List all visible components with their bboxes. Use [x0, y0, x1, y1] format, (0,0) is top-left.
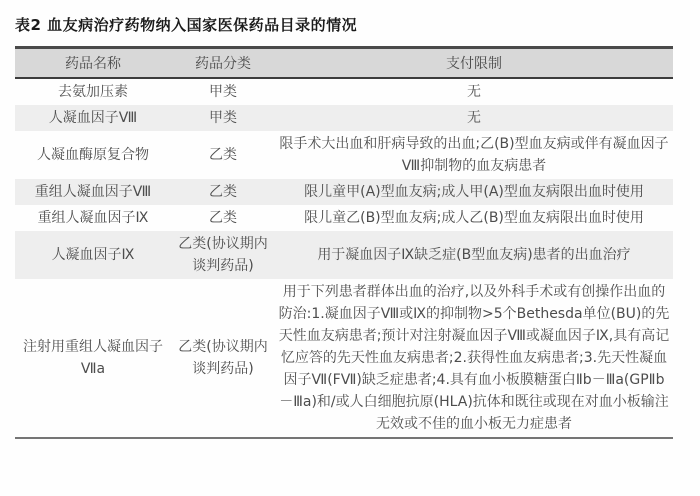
table-row: [15, 105, 673, 131]
col-header-drug-class: 药品分类: [171, 48, 275, 79]
payment-restriction-cell: 无: [275, 105, 673, 131]
drug-class-cell: 乙类: [209, 147, 237, 163]
drug-name-cell: 注射用重组人凝血因子Ⅶa: [23, 339, 163, 377]
header-row: [15, 48, 673, 79]
table-row: [15, 179, 673, 205]
drug-name-cell: 人凝血因子Ⅸ: [15, 231, 171, 279]
drug-class-cell: 乙类: [171, 179, 275, 205]
table-row: [15, 231, 673, 279]
table-row: [15, 279, 673, 438]
drug-class-cell: 乙类: [209, 210, 237, 226]
table-body: [15, 78, 673, 438]
drug-class-cell: 甲类: [209, 84, 237, 100]
drug-class-cell: 乙类(协议期内谈判药品): [171, 231, 275, 279]
payment-restriction-cell: 限儿童甲(A)型血友病;成人甲(A)型血友病限出血时使用: [275, 179, 673, 205]
table-row: [15, 78, 673, 105]
drug-name-cell: 人凝血因子Ⅷ: [15, 105, 171, 131]
col-header-drug-name: 药品名称: [15, 48, 171, 79]
drug-name-cell: 去氨加压素: [58, 84, 128, 100]
payment-restriction-cell: 无: [467, 84, 481, 100]
payment-restriction-cell: 用于下列患者群体出血的治疗,以及外科手术或有创操作出血的防治:1.凝血因子Ⅷ或Ⅸ的抑制物>5个Bethesda单位(BU)的先天性血友病患者;预计对注射凝血因子Ⅷ或凝血因子Ⅸ,具有高记忆应答的先天性血友病患者;2.获得性血友病患者;3.先天性凝血因子Ⅶ(FⅦ)缺乏症患者;4.具有血小板膜糖蛋白Ⅱb－Ⅲa(GPⅡb－Ⅲa)和/或人白细胞抗原(HLA)抗体和既往或现在对血小板输注无效或不佳的血小板无力症患者: [278, 284, 670, 432]
table-caption: 表2 血友病治疗药物纳入国家医保药品目录的情况: [15, 16, 358, 34]
drug-name-cell: 重组人凝血因子Ⅸ: [37, 210, 149, 226]
drug-class-cell: 乙类(协议期内谈判药品): [178, 339, 268, 377]
payment-restriction-cell: 限手术大出血和肝病导致的出血;乙(B)型血友病或伴有凝血因子Ⅷ抑制物的血友病患者: [279, 136, 669, 174]
drug-name-cell: 重组人凝血因子Ⅷ: [15, 179, 171, 205]
drug-class-cell: 甲类: [171, 105, 275, 131]
drug-table: [15, 46, 673, 439]
drug-name-cell: 人凝血酶原复合物: [37, 147, 149, 163]
table-header: [15, 48, 673, 79]
col-header-payment-restriction: 支付限制: [275, 48, 673, 79]
payment-restriction-cell: 限儿童乙(B)型血友病;成人乙(B)型血友病限出血时使用: [304, 210, 644, 226]
payment-restriction-cell: 用于凝血因子Ⅸ缺乏症(B型血友病)患者的出血治疗: [275, 231, 673, 279]
table-row: [15, 131, 673, 179]
table-row: [15, 205, 673, 231]
